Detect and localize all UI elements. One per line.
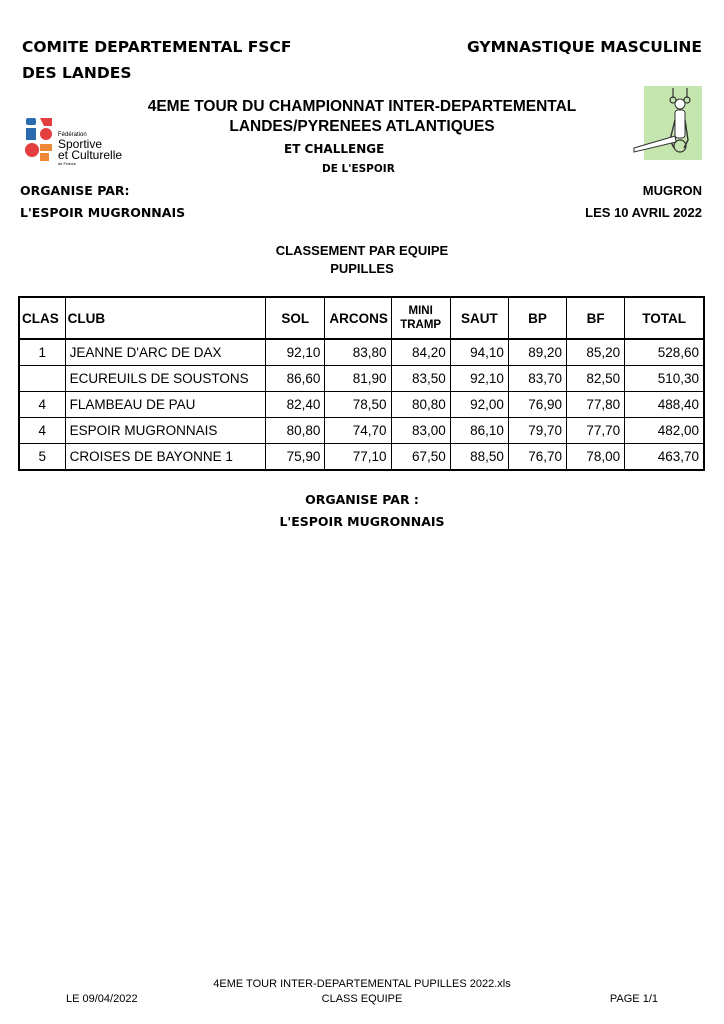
team-results-table <box>18 296 705 471</box>
table-row <box>19 444 704 471</box>
cell-sol: 92,10 <box>266 339 325 366</box>
cell-bf: 77,70 <box>567 418 625 444</box>
cell-sol: 86,60 <box>266 366 325 392</box>
header-mini-line1: MINI <box>408 305 433 317</box>
header-rank: CLAS <box>19 297 65 339</box>
cell-saut: 92,00 <box>450 392 508 418</box>
classification-title: CLASSEMENT PAR EQUIPE <box>275 243 449 258</box>
logo-text-small: Fédération <box>58 132 87 138</box>
cell-bf: 78,00 <box>567 444 625 471</box>
footer-print-date: LE 09/04/2022 <box>66 993 138 1005</box>
cell-arcons: 81,90 <box>325 366 391 392</box>
header-bf: BF <box>567 297 625 339</box>
cell-sol: 75,90 <box>266 444 325 471</box>
cell-arcons: 83,80 <box>325 339 391 366</box>
header-total: TOTAL <box>625 297 704 339</box>
header-mini-tramp <box>391 297 450 339</box>
gymnast-rings-icon <box>630 86 702 160</box>
cell-rank: 5 <box>19 444 65 471</box>
table-row <box>19 339 704 366</box>
header-sol: SOL <box>266 297 325 339</box>
logo-text-line2: et Culturelle <box>58 148 123 162</box>
header-club: CLUB <box>65 297 266 339</box>
cell-club: ECUREUILS DE SOUSTONS <box>65 366 266 392</box>
fscf-logo <box>24 116 144 168</box>
event-city: MUGRON <box>642 183 702 198</box>
footer-sheet-name: CLASS EQUIPE <box>321 993 403 1005</box>
logo-text-line1: Sportive <box>58 137 103 151</box>
cell-bp: 76,70 <box>508 444 566 471</box>
cell-total: 463,70 <box>625 444 704 471</box>
cell-bf: 85,20 <box>567 339 625 366</box>
cell-arcons: 77,10 <box>325 444 391 471</box>
logo-text-tiny: de France <box>58 161 77 166</box>
cell-mini: 67,50 <box>391 444 450 471</box>
cell-saut: 86,10 <box>450 418 508 444</box>
header-arcons: ARCONS <box>325 297 391 339</box>
committee-department: DES LANDES <box>22 64 132 82</box>
cell-club: CROISES DE BAYONNE 1 <box>65 444 266 471</box>
cell-mini: 83,50 <box>391 366 450 392</box>
cell-arcons: 78,50 <box>325 392 391 418</box>
organiser-name: L'ESPOIR MUGRONNAIS <box>20 205 186 220</box>
cell-sol: 80,80 <box>266 418 325 444</box>
header-bp: BP <box>508 297 566 339</box>
cell-total: 488,40 <box>625 392 704 418</box>
cell-saut: 92,10 <box>450 366 508 392</box>
challenge-name: DE L'ESPOIR <box>322 163 395 175</box>
challenge-title: ET CHALLENGE <box>284 142 385 156</box>
cell-saut: 94,10 <box>450 339 508 366</box>
cell-mini: 84,20 <box>391 339 450 366</box>
cell-saut: 88,50 <box>450 444 508 471</box>
cell-rank: 4 <box>19 392 65 418</box>
table-header-row <box>19 297 704 339</box>
cell-total: 528,60 <box>625 339 704 366</box>
table-row <box>19 418 704 444</box>
cell-bp: 79,70 <box>508 418 566 444</box>
footer-organiser-label: ORGANISE PAR : <box>305 492 419 507</box>
cell-total: 482,00 <box>625 418 704 444</box>
table-row <box>19 392 704 418</box>
header-saut: SAUT <box>450 297 508 339</box>
cell-bp: 83,70 <box>508 366 566 392</box>
cell-bf: 77,80 <box>567 392 625 418</box>
cell-club: JEANNE D'ARC DE DAX <box>65 339 266 366</box>
cell-sol: 82,40 <box>266 392 325 418</box>
competition-title: 4EME TOUR DU CHAMPIONNAT INTER-DEPARTEMENTAL <box>147 98 577 115</box>
footer-organiser-name: L'ESPOIR MUGRONNAIS <box>279 514 445 529</box>
committee-name: COMITE DEPARTEMENTAL FSCF <box>22 38 292 56</box>
cell-club: ESPOIR MUGRONNAIS <box>65 418 266 444</box>
cell-bp: 76,90 <box>508 392 566 418</box>
cell-rank: 1 <box>19 339 65 366</box>
table-row <box>19 366 704 392</box>
cell-club: FLAMBEAU DE PAU <box>65 392 266 418</box>
cell-rank <box>19 366 65 392</box>
cell-rank: 4 <box>19 418 65 444</box>
cell-arcons: 74,70 <box>325 418 391 444</box>
cell-mini: 83,00 <box>391 418 450 444</box>
cell-mini: 80,80 <box>391 392 450 418</box>
footer-file-name: 4EME TOUR INTER-DEPARTEMENTAL PUPILLES 2022.xls <box>213 978 511 990</box>
footer-page-number: PAGE 1/1 <box>609 993 658 1005</box>
competition-region: LANDES/PYRENEES ATLANTIQUES <box>229 118 495 135</box>
cell-bp: 89,20 <box>508 339 566 366</box>
event-date: LES 10 AVRIL 2022 <box>585 205 702 220</box>
organiser-label: ORGANISE PAR: <box>20 183 130 198</box>
cell-bf: 82,50 <box>567 366 625 392</box>
discipline-title: GYMNASTIQUE MASCULINE <box>467 38 702 56</box>
header-mini-line2: TRAMP <box>400 319 442 331</box>
classification-category: PUPILLES <box>330 261 394 276</box>
cell-total: 510,30 <box>625 366 704 392</box>
